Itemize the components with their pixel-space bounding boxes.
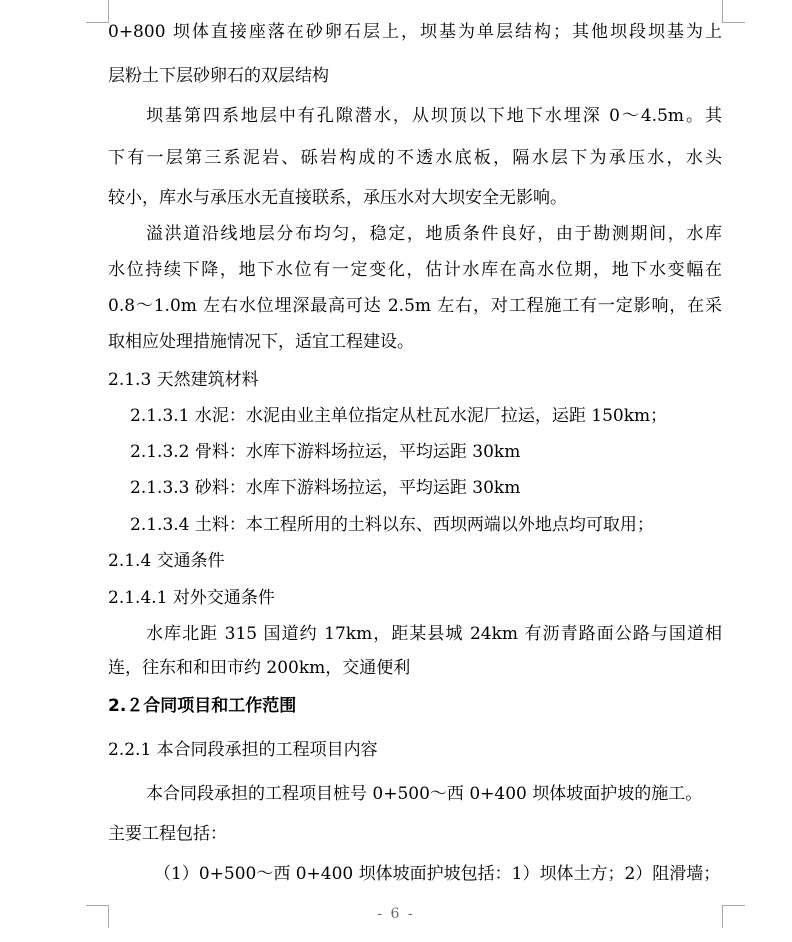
section-heading: 2.1.3 天然建筑材料: [108, 370, 259, 390]
paragraph-line: 本合同段承担的工程项目桩号 0+500～西 0+400 坝体坡面护坡的施工。: [146, 784, 703, 804]
paragraph-line: 下有一层第三系泥岩、砾岩构成的不透水底板，隔水层下为承压水，水头: [108, 148, 722, 168]
list-item: 2.1.3.3 砂料：水库下游料场拉运，平均运距 30km: [130, 478, 521, 498]
paragraph-line: 取相应处理措施情况下，适宜工程建设。: [108, 332, 414, 352]
section-heading: 2.２合同项目和工作范围: [108, 696, 297, 716]
paragraph-line: 溢洪道沿线地层分布均匀，稳定，地质条件良好，由于勘测期间，水库: [146, 224, 722, 244]
list-item: （1）0+500～西 0+400 坝体坡面护坡包括：1）坝体土方；2）阻滑墙；: [154, 864, 721, 884]
page-number: - 6 -: [377, 906, 415, 922]
section-heading: 2.1.4.1 对外交通条件: [108, 588, 275, 608]
page-corner-mark: [86, 0, 109, 23]
page-corner-mark: [722, 0, 745, 23]
list-item: 2.1.3.1 水泥：水泥由业主单位指定从杜瓦水泥厂拉运，运距 150km；: [130, 406, 668, 426]
paragraph-line: 主要工程包括：: [108, 824, 227, 844]
paragraph-line: 坝基第四系地层中有孔隙潜水，从坝顶以下地下水埋深 0～4.5m。其: [146, 106, 722, 126]
paragraph-line: 水库北距 315 国道约 17km，距某县城 24km 有沥青路面公路与国道相: [146, 624, 722, 644]
paragraph-line: 0.8～1.0m 左右水位埋深最高可达 2.5m 左右，对工程施工有一定影响，在采: [108, 296, 722, 316]
paragraph-line: 较小，库水与承压水无直接联系，承压水对大坝安全无影响。: [108, 188, 567, 208]
section-heading: 2.1.4 交通条件: [108, 551, 225, 571]
paragraph-line: 层粉土下层砂卵石的双层结构: [108, 66, 329, 86]
list-item: 2.1.3.4 土料：本工程所用的土料以东、西坝两端以外地点均可取用；: [130, 515, 654, 535]
paragraph-line: 连，往东和和田市约 200km，交通便利: [108, 658, 411, 678]
list-item: 2.1.3.2 骨料：水库下游料场拉运，平均运距 30km: [130, 442, 521, 462]
paragraph-line: 0+800 坝体直接座落在砂卵石层上，坝基为单层结构；其他坝段坝基为上: [108, 22, 722, 42]
section-heading: 2.2.1 本合同段承担的工程项目内容: [108, 740, 378, 760]
paragraph-line: 水位持续下降，地下水位有一定变化，估计水库在高水位期，地下水变幅在: [108, 260, 722, 280]
